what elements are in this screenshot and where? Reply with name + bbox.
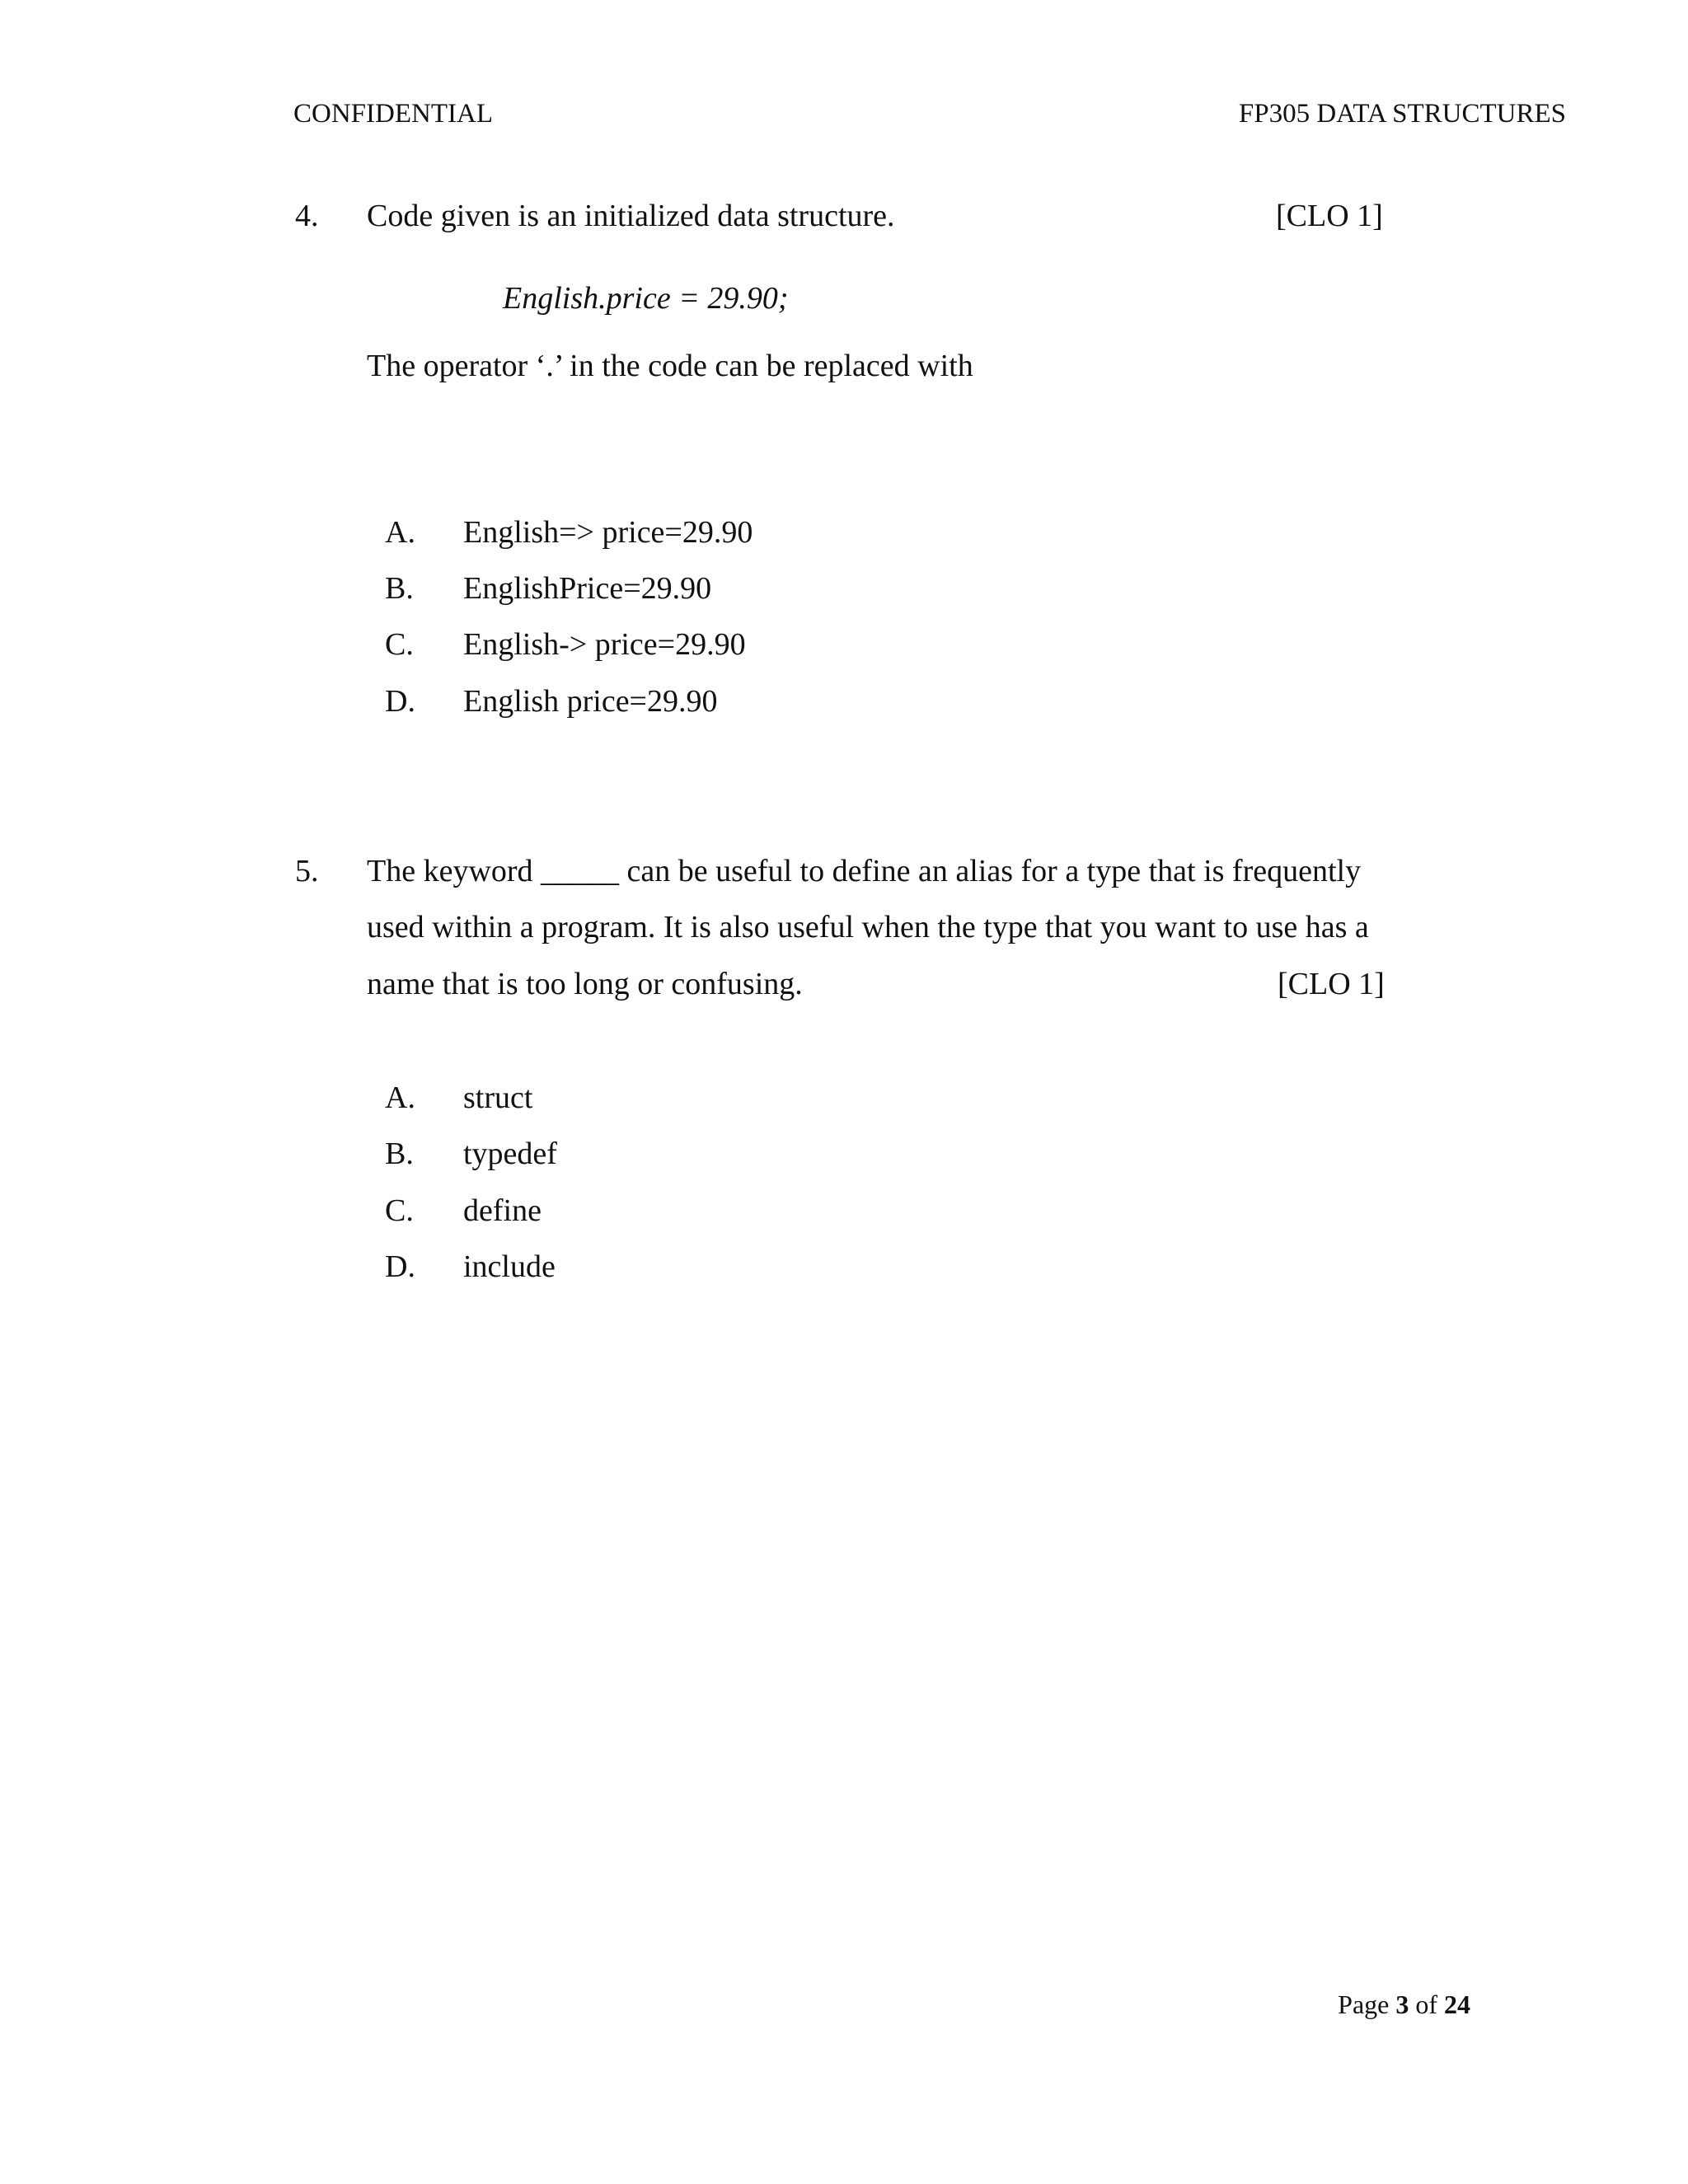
header-course-title: FP305 DATA STRUCTURES	[1238, 99, 1566, 129]
option-text: EnglishPrice=29.90	[463, 571, 712, 606]
clo-label: [CLO 1]	[1276, 199, 1383, 233]
question-text-line: name that is too long or confusing.	[367, 967, 803, 1001]
clo-label: [CLO 1]	[1278, 967, 1385, 1001]
option-text: struct	[463, 1080, 533, 1115]
page-number	[1338, 1990, 1470, 2020]
option-letter: C.	[385, 627, 414, 662]
option-letter: A.	[385, 515, 415, 550]
option-text: English price=29.90	[463, 684, 718, 719]
option-text: English=> price=29.90	[463, 515, 753, 550]
option-text: define	[463, 1193, 542, 1228]
header-confidential: CONFIDENTIAL	[293, 99, 493, 129]
total-pages: 24	[1444, 1990, 1470, 2019]
question-number: 4.	[295, 199, 319, 233]
question-text-line: used within a program. It is also useful when the type that you want to use has a	[367, 910, 1369, 944]
question-text-line: Code given is an initialized data structure.	[367, 199, 895, 233]
option-letter: B.	[385, 1137, 414, 1171]
option-letter: B.	[385, 571, 414, 606]
option-letter: D.	[385, 684, 415, 719]
question-number: 5.	[295, 854, 319, 888]
option-letter: A.	[385, 1080, 415, 1115]
page-of: of	[1415, 1990, 1437, 2019]
page-prefix: Page	[1338, 1990, 1390, 2019]
option-text: typedef	[463, 1137, 557, 1171]
question-text-line: The keyword _____ can be useful to define an alias for a type that is frequently	[367, 854, 1362, 888]
current-page: 3	[1395, 1990, 1409, 2019]
option-text: include	[463, 1249, 556, 1284]
code-snippet: English.price = 29.90;	[503, 281, 789, 316]
option-letter: D.	[385, 1249, 415, 1284]
question-text-line: The operator ‘.’ in the code can be replaced with	[367, 349, 973, 383]
option-text: English-> price=29.90	[463, 627, 746, 662]
option-letter: C.	[385, 1193, 414, 1228]
